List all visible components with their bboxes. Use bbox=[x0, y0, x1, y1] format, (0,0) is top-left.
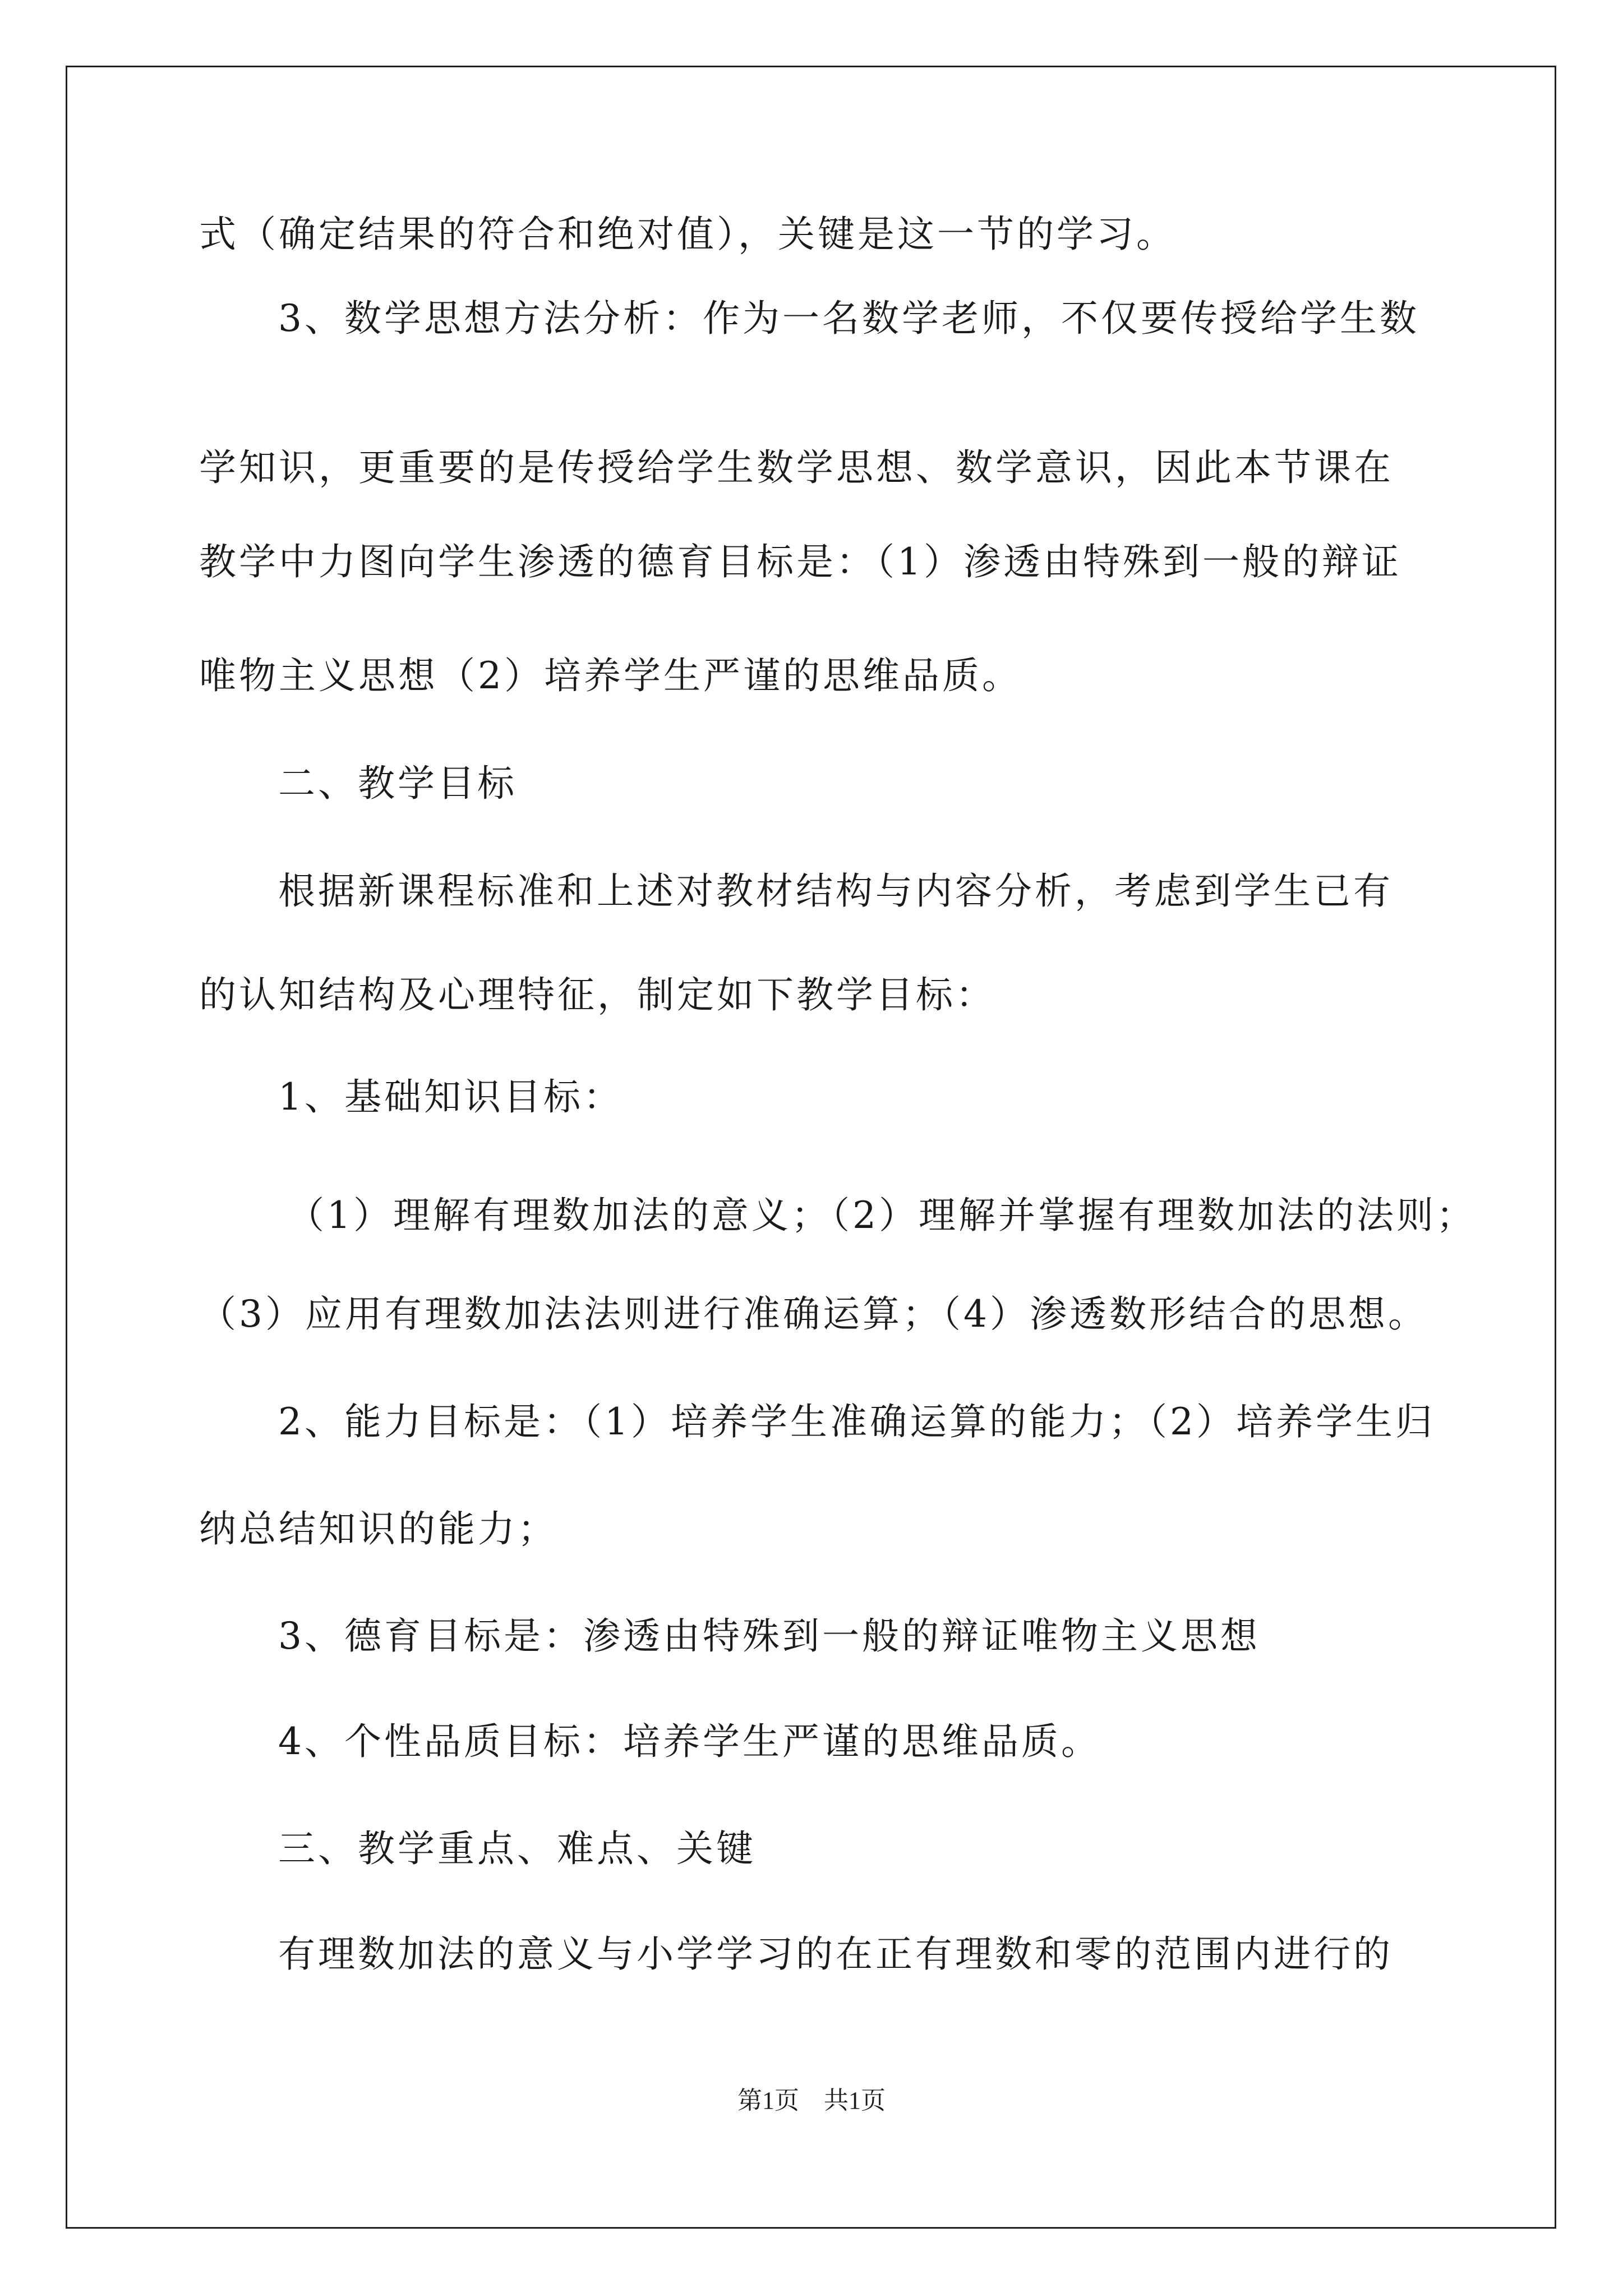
page-number: 第1页 bbox=[737, 2087, 799, 2114]
text-line: （1）理解有理数加法的意义；（2）理解并掌握有理数加法的法则； bbox=[287, 1194, 1476, 1237]
text-line: 式（确定结果的符合和绝对值），关键是这一节的学习。 bbox=[199, 213, 1176, 256]
text-line: 1、基础知识目标： bbox=[278, 1075, 623, 1119]
text-line: 有理数加法的意义与小学学习的在正有理数和零的范围内进行的 bbox=[278, 1932, 1393, 1976]
text-line: （3）应用有理数加法法则进行准确运算；（4）渗透数形结合的思想。 bbox=[199, 1292, 1428, 1336]
page-footer bbox=[0, 2084, 1623, 2118]
text-line: 纳总结知识的能力； bbox=[199, 1507, 557, 1550]
text-line: 唯物主义思想（2）培养学生严谨的思维品质。 bbox=[199, 654, 1022, 697]
text-line: 根据新课程标准和上述对教材结构与内容分析，考虑到学生已有 bbox=[278, 869, 1393, 913]
section-heading: 二、教学目标 bbox=[278, 762, 517, 805]
text-line: 2、能力目标是：（1）培养学生准确运算的能力；（2）培养学生归 bbox=[278, 1400, 1435, 1443]
text-line: 3、数学思想方法分析：作为一名数学老师，不仅要传授给学生数 bbox=[278, 297, 1419, 340]
text-line: 教学中力图向学生渗透的德育目标是：（1）渗透由特殊到一般的辩证 bbox=[199, 540, 1401, 583]
text-line: 学知识，更重要的是传授给学生数学思想、数学意识，因此本节课在 bbox=[199, 446, 1394, 489]
text-line: 4、个性品质目标：培养学生严谨的思维品质。 bbox=[278, 1720, 1101, 1763]
text-line: 3、德育目标是：渗透由特殊到一般的辩证唯物主义思想 bbox=[278, 1614, 1260, 1658]
section-heading: 三、教学重点、难点、关键 bbox=[278, 1827, 756, 1870]
page-total: 共1页 bbox=[824, 2087, 886, 2114]
page-border bbox=[66, 66, 1556, 2229]
text-line: 的认知结构及心理特征，制定如下教学目标： bbox=[199, 973, 995, 1016]
